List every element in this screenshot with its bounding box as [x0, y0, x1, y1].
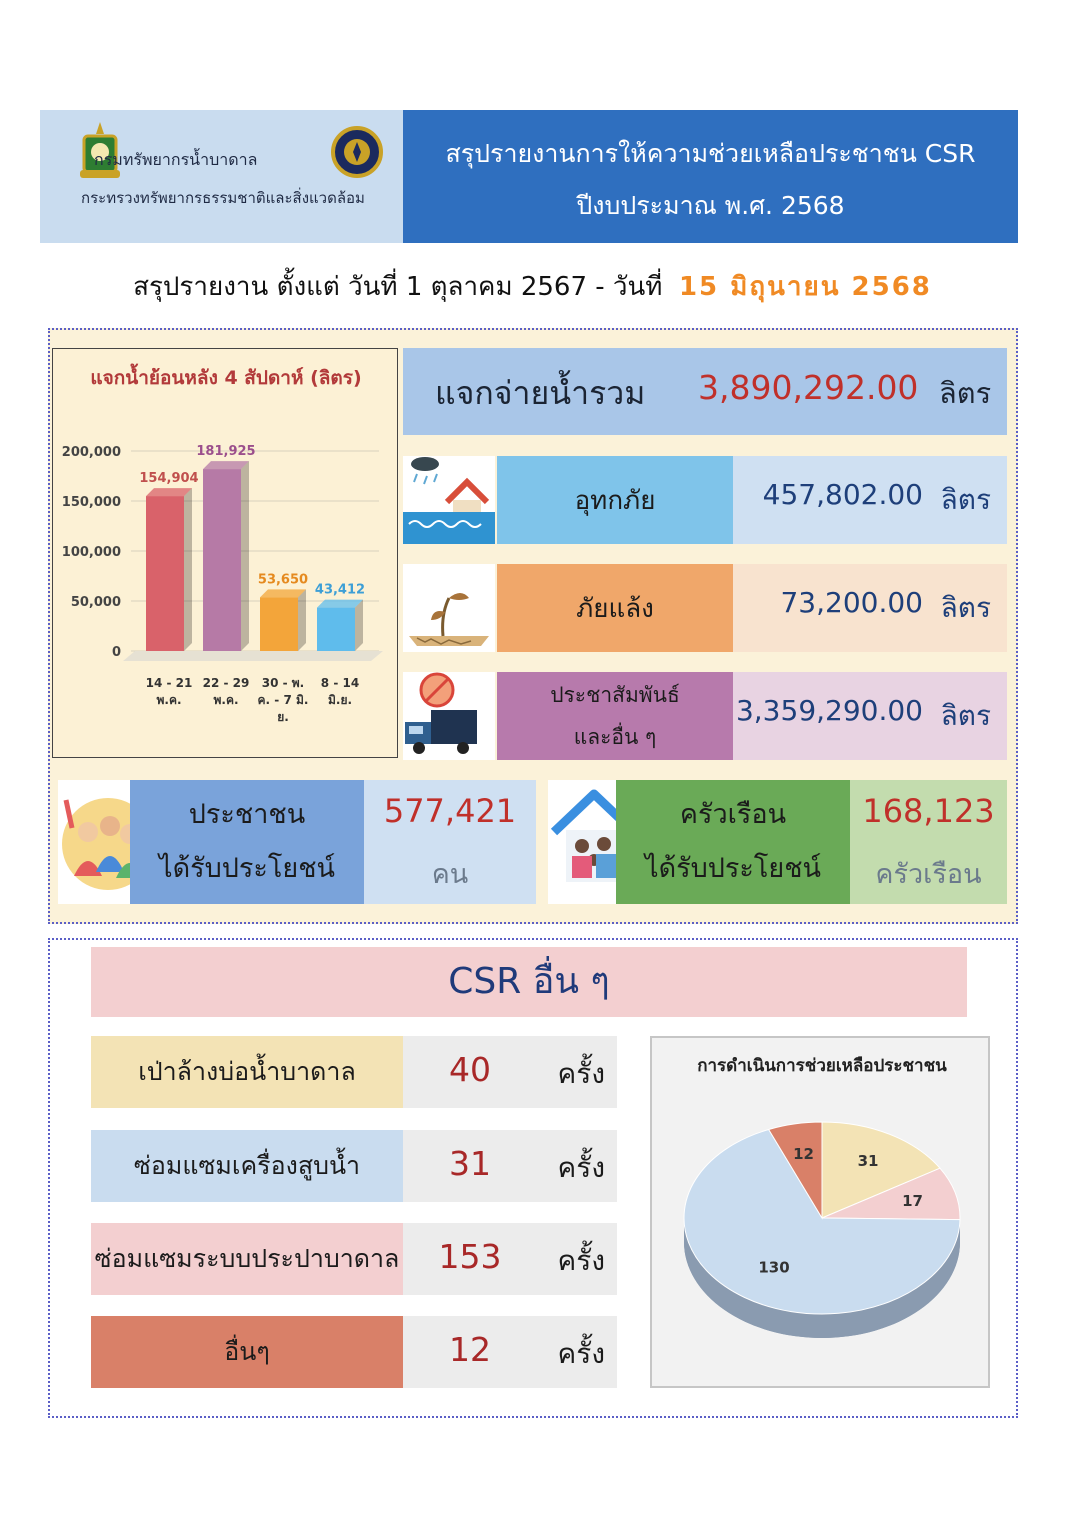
pie-chart-title: การดำเนินการช่วยเหลือประชาชน	[697, 1056, 947, 1076]
total-unit: ลิตร	[939, 376, 992, 410]
report-period-prefix: สรุปรายงาน ตั้งแต่ วันที่ 1 ตุลาคม 2567 - วันที่	[133, 272, 663, 302]
report-end-date: 15 มิถุนายน 2568	[678, 272, 932, 302]
csr-activity-count: 31	[449, 1144, 491, 1183]
y-tick-label: 0	[111, 645, 121, 660]
chart-floor	[123, 651, 383, 661]
household-label-line1: ครัวเรือน	[679, 799, 787, 830]
ministry-emblem-icon	[330, 120, 384, 184]
flood-row-icon-cell	[403, 456, 495, 544]
report-title: สรุปรายงานการให้ความช่วยเหลือประชาชน CSR	[445, 139, 976, 168]
csr-activity-count: 12	[449, 1330, 491, 1369]
weekly-bar-chart	[52, 348, 398, 758]
bar	[203, 469, 241, 651]
pie-slice-label: 130	[758, 1258, 790, 1277]
bar-side	[355, 600, 363, 651]
pr-value: 3,359,290.00	[735, 694, 923, 727]
household-label	[616, 780, 850, 904]
total-distribution-row	[403, 348, 1007, 435]
csr-activity-unit: ครั้ง	[557, 1337, 605, 1370]
bar	[260, 597, 298, 651]
y-tick-label: 50,000	[70, 595, 121, 610]
pie-slice-label: 31	[857, 1152, 879, 1171]
pie-slice-label: 12	[793, 1145, 814, 1164]
total-value: 3,890,292.00	[698, 368, 919, 407]
bar	[146, 496, 184, 651]
bar-value-label: 181,925	[196, 444, 256, 460]
csr-activity-label: ซ่อมแซมระบบประปาบาดาล	[91, 1223, 403, 1295]
drought-unit: ลิตร	[940, 591, 991, 624]
csr-activity-unit: ครั้ง	[557, 1151, 605, 1184]
y-tick-label: 100,000	[61, 545, 121, 560]
x-tick-label: พ.ค.	[213, 693, 239, 707]
ministry-name: กระทรวงทรัพยากรธรรมชาติและสิ่งแวดล้อม	[81, 189, 365, 207]
report-period	[0, 266, 1065, 307]
flood-value: 457,802.00	[762, 478, 923, 511]
bar-value-label: 154,904	[139, 471, 199, 487]
pr-unit: ลิตร	[940, 699, 991, 732]
pr-label-line2: และอื่น ๆ	[573, 725, 657, 749]
people-value: 577,421	[383, 792, 517, 830]
bar-top	[203, 461, 249, 469]
pr-label-line1: ประชาสัมพันธ์	[550, 683, 680, 707]
bar-side	[298, 589, 306, 651]
people-unit: คน	[431, 859, 469, 890]
bar-top	[260, 589, 306, 597]
csr-activity-label: ซ่อมแซมเครื่องสูบน้ำ	[91, 1130, 403, 1202]
water-truck-icon	[403, 672, 495, 760]
x-tick-label: ค. - 7 มิ.	[257, 693, 309, 707]
csr-activity-unit: ครั้ง	[557, 1057, 605, 1090]
x-tick-label: 14 - 21	[145, 676, 193, 690]
flood-icon	[403, 456, 495, 544]
drought-icon	[403, 564, 495, 652]
y-tick-label: 150,000	[61, 495, 121, 510]
drought-label: ภัยแล้ง	[497, 564, 733, 652]
household-value: 168,123	[862, 792, 995, 830]
pr-label	[497, 672, 733, 760]
fiscal-year: ปีงบประมาณ พ.ศ. 2568	[576, 191, 845, 220]
csr-activity-count-cell	[403, 1316, 617, 1388]
people-label-line2: ได้รับประโยชน์	[158, 853, 335, 884]
csr-activity-label: เป่าล้างบ่อน้ำบาดาล	[91, 1036, 403, 1108]
people-value-cell	[364, 780, 536, 904]
bar-top	[317, 600, 363, 608]
bar-side	[184, 488, 192, 651]
bar-side	[241, 461, 249, 651]
bar-value-label: 43,412	[314, 582, 366, 598]
csr-activity-count-cell	[403, 1130, 617, 1202]
assistance-pie-chart	[650, 1036, 990, 1388]
csr-other-title: CSR อื่น ๆ	[91, 947, 967, 1017]
people-icon-cell	[58, 780, 130, 904]
x-tick-label: 8 - 14	[320, 676, 360, 690]
people-label	[130, 780, 364, 904]
csr-activity-label: อื่นๆ	[91, 1316, 403, 1388]
logo-panel	[40, 110, 403, 243]
bar	[317, 608, 355, 651]
people-label-line1: ประชาชน	[188, 799, 306, 830]
csr-activity-unit: ครั้ง	[557, 1244, 605, 1277]
x-tick-label: มิ.ย.	[327, 693, 353, 707]
flood-unit: ลิตร	[940, 483, 991, 516]
household-label-line2: ได้รับประโยชน์	[644, 853, 821, 884]
pie-slice-label: 17	[902, 1191, 924, 1210]
csr-activity-count-cell	[403, 1036, 617, 1108]
pr-value-cell	[733, 672, 1007, 760]
department-name: กรมทรัพยากรน้ำบาดาล	[94, 150, 258, 169]
household-unit: ครัวเรือน	[875, 859, 982, 890]
bar-value-label: 53,650	[257, 572, 309, 588]
x-tick-label: พ.ค.	[156, 693, 182, 707]
drought-row-icon-cell	[403, 564, 495, 652]
csr-activity-count: 40	[449, 1050, 491, 1089]
bar-chart-canvas	[53, 349, 399, 759]
drought-value-cell	[733, 564, 1007, 652]
title-banner	[403, 110, 1018, 243]
bar-chart-title: แจกน้ำย้อนหลัง 4 สัปดาห์ (ลิตร)	[90, 367, 362, 389]
flood-value-cell	[733, 456, 1007, 544]
household-icon-cell	[548, 780, 616, 904]
x-tick-label: 22 - 29	[202, 676, 250, 690]
csr-activity-count-cell	[403, 1223, 617, 1295]
csr-activity-count: 153	[438, 1237, 502, 1276]
pie-chart-canvas	[652, 1038, 992, 1390]
y-tick-label: 200,000	[61, 445, 121, 460]
x-tick-label: ย.	[277, 710, 289, 724]
bar-top	[146, 488, 192, 496]
flood-label: อุทกภัย	[497, 456, 733, 544]
x-tick-label: 30 - พ.	[261, 676, 305, 690]
total-label: แจกจ่ายน้ำรวม	[435, 374, 646, 412]
household-value-cell	[850, 780, 1007, 904]
drought-value: 73,200.00	[780, 586, 923, 619]
pr-row-icon-cell	[403, 672, 495, 760]
